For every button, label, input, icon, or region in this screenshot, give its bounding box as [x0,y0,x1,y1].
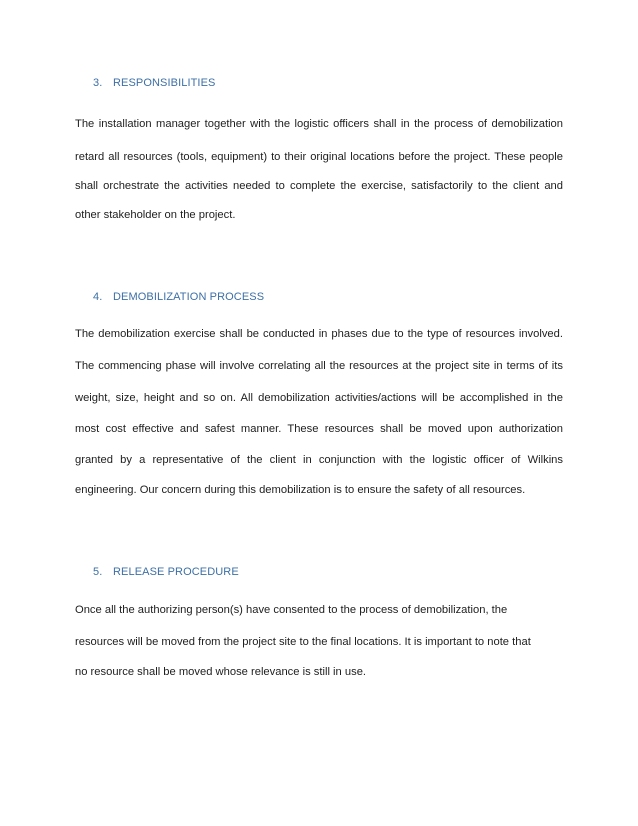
section-number: 3. [93,77,103,89]
paragraph-line: The installation manager together with the logistic officers shall in the process of demobilization [75,118,563,130]
paragraph-line: resources will be moved from the project site to the final locations. It is important to note that [75,636,531,648]
paragraph-line: Once all the authorizing person(s) have consented to the process of demobilization, the [75,604,508,616]
paragraph-line: engineering. Our concern during this demobilization is to ensure the safety of all resources. [75,484,526,496]
section-title: DEMOBILIZATION PROCESS [113,291,265,303]
paragraph-line: weight, size, height and so on. All demobilization activities/actions will be accomplished in the [75,392,563,404]
paragraph-line: no resource shall be moved whose relevance is still in use. [75,666,367,678]
paragraph-line: most cost effective and safest manner. These resources shall be moved upon authorization [75,423,563,435]
section-heading-demobilization-process [93,291,264,303]
section-number: 4. [93,291,103,303]
paragraph-line: shall orchestrate the activities needed to complete the exercise, satisfactorily to the client and [75,180,563,192]
section-number: 5. [93,566,103,578]
section-title: RELEASE PROCEDURE [113,566,239,578]
paragraph-line: granted by a representative of the client in conjunction with the logistic officer of Wilkins [75,454,563,466]
paragraph-line: other stakeholder on the project. [75,209,236,221]
paragraph-line: The demobilization exercise shall be conducted in phases due to the type of resources involved. [75,328,563,340]
section-heading-release-procedure [93,566,239,578]
section-title: RESPONSIBILITIES [113,77,216,89]
paragraph-line: retard all resources (tools, equipment) to their original locations before the project. These people [75,151,563,163]
paragraph-line: The commencing phase will involve correlating all the resources at the project site in terms of its [75,360,563,372]
section-heading-responsibilities [93,77,215,89]
